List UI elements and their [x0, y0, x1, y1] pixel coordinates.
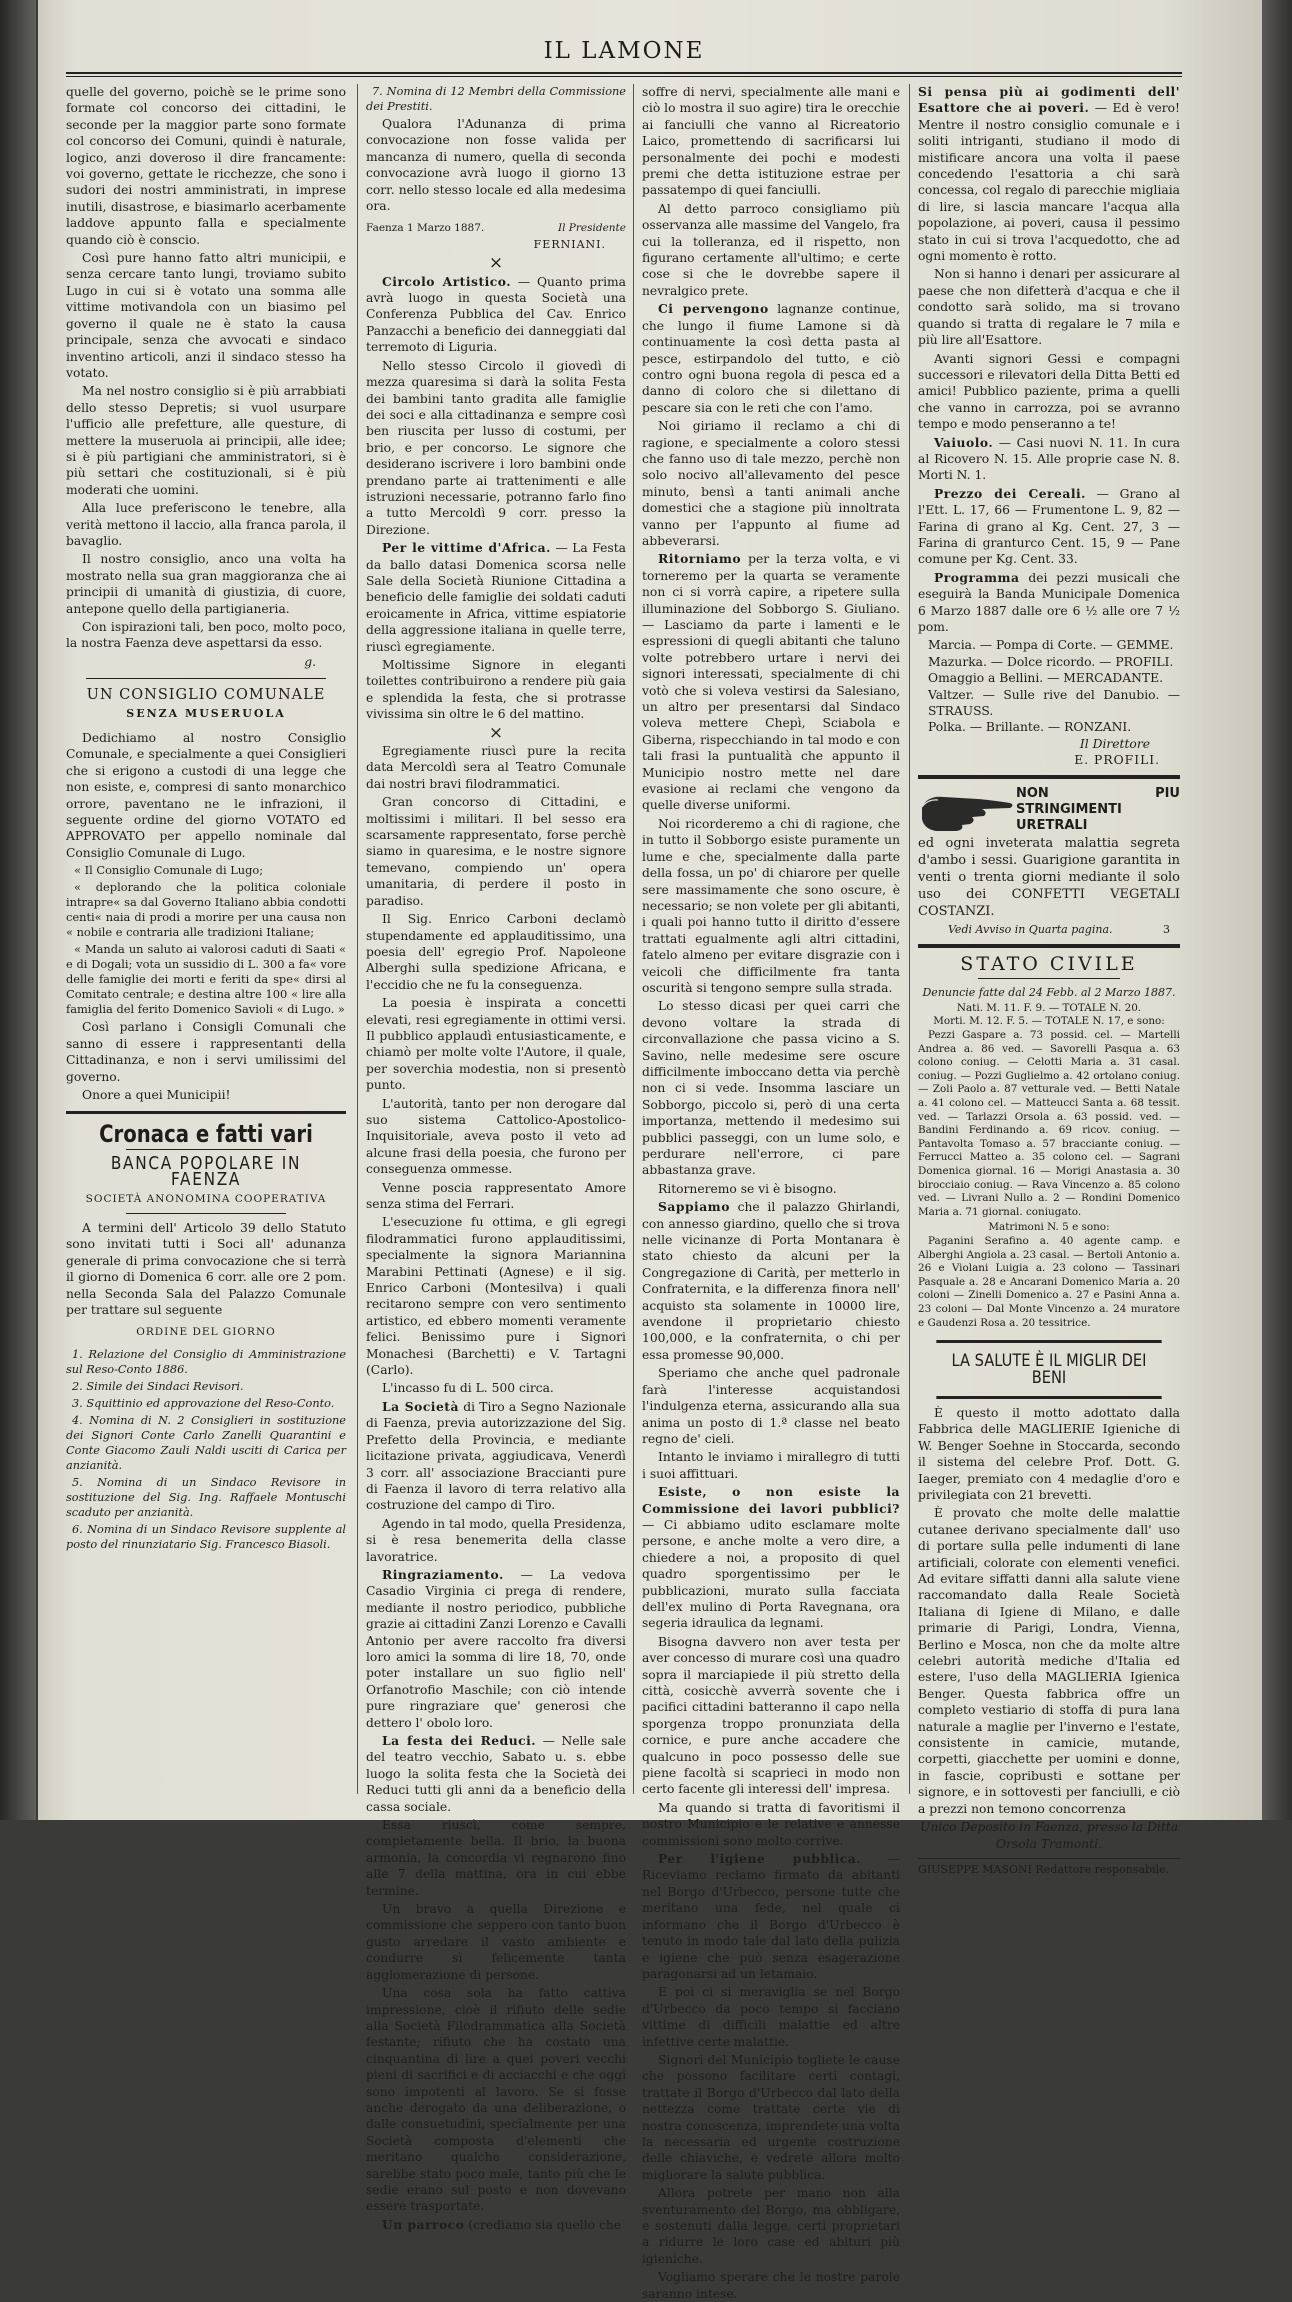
pointing-hand-icon: [918, 785, 1016, 835]
article-paragraph: L'esecuzione fu ottima, e gli egregi filodrammatici furono applauditissimi, specialmente la signora Mariannina Marabini Pettinati (Agnese) e il sig. Enrico Carboni (Montesilva) i quali recitarono sempre con vero sentimento artistico, ed ebbero momenti veramente felici. Benissimo pure i Signori Monachesi (Barchetti) e V. Tartagni (Carlo).: [366, 1215, 626, 1378]
item-heading: Circolo Artistico.: [382, 273, 512, 289]
ad-title: NON PIU STRINGIMENTI URETRALI: [1016, 785, 1180, 833]
notice-date: Faenza 1 Marzo 1887.: [366, 222, 485, 235]
agenda-item: 2. Simile dei Sindaci Revisori.: [72, 1379, 244, 1393]
article-paragraph: Egregiamente riuscì pure la recita data Mercoldì sera al Teatro Comunale dai nostri bravi filodrammatici.: [366, 744, 626, 791]
article-paragraph: Ma nel nostro consiglio si è più arrabbiati dello stesso Depretis; si vuol usurpare l'ufficio alle prefetture, alle questure, di mettere la museruola ai principii, alle idee; si è più partigiani che amministratori, si è più settari che costituzionali, si è più moderati che uomini.: [66, 384, 346, 497]
column-4: [918, 84, 1180, 1876]
agenda-item: 4. Nomina di N. 2 Consiglieri in sostituzione dei Signori Conte Carlo Zanelli Quarantini e Conte Giacomo Zauli Naldi usciti di Carica per anzianità.: [66, 1413, 346, 1472]
article-paragraph: L'incasso fu di L. 500 circa.: [382, 1381, 554, 1396]
article-paragraph: Avanti signori Gessi e compagni successori e rilevatori della Ditta Betti ed amici! Pubblico paziente, prima a quelli che vanno in carrozza, poi se avranno tempo e modo penseranno a te!: [918, 351, 1180, 432]
item-text: di Tiro a Segno Nazionale di Faenza, previa autorizzazione del Sig. Prefetto della Provincia, e mediante licitazione privata, aggiudicava, Venerdì 3 corr. all' associazione Braccianti pure di Faenza il lavoro di terra relativo alla costruzione del campo di Tiro.: [366, 1399, 626, 1513]
item-heading: La festa dei Reduci.: [382, 1733, 537, 1748]
article-paragraph: Alla luce preferiscono le tenebre, alla verità mettono il laccio, alla franca parola, il bavaglio.: [66, 501, 346, 548]
item-text: — La Festa da ballo datasi Domenica scorsa nelle Sale della Società Riunione Cittadina a beneficio delle famiglie dei soldati caduti eroicamente in Africa, vittime espiatorie della aggressione italiana in quelle terre, riuscì egregiamente.: [366, 541, 626, 654]
article-paragraph: Il Sig. Enrico Carboni declamò stupendamente ed applauditissimo, una poesia dell' egregio Prof. Napoleone Alberghi sulla spedizione Africana, e l'eccidio che ne fu la conseguenza.: [366, 912, 626, 992]
separator-mark: ×: [488, 253, 504, 274]
program-item: Polka. — Brillante. — RONZANI.: [928, 720, 1132, 735]
ad-footer: [918, 922, 1180, 938]
notice-subtitle: SOCIETÀ ANONOMINA COOPERATIVA: [85, 1192, 327, 1205]
director-name: E. PROFILI.: [1074, 753, 1160, 768]
article-paragraph: Il nostro consiglio, anco una volta ha mostrato nella sua gran maggioranza che ai principii di umanità di giustizia, di cuore, antepone quello della partigianeria.: [66, 552, 346, 616]
president-name: FERNIANI.: [533, 237, 606, 251]
article-paragraph: Venne poscia rappresentato Amore senza stima del Ferrari.: [366, 1180, 626, 1211]
deaths-header: Morti. M. 12. F. 5. — TOTALE N. 17, e sono:: [933, 1015, 1165, 1028]
item-text: che il palazzo Ghirlandi, con annesso giardino, quello che si trova nelle vicinanze di Porta Montanara è stato chiesto da alcuni per la Congregazione di Carità, per metterlo in Confraternita, e la differenza finora nell' acquisto sta solamente in 10000 lire, avendone il proprietario chiesto 100,000, e la confraternita, o chi per essa promesse 90,000.: [642, 1200, 900, 1362]
ad-body: ed ogni inveterata malattia segreta d'ambo i sessi. Guarigione garantita in venti o trenta giorni mediante il solo uso dei CONFETTI VEGETALI COSTANZI.: [918, 835, 1180, 919]
article-paragraph: Bisogna davvero non aver testa per aver concesso di murare così una quadro sopra il marciapiede il più stretto della città, cosicchè avverrà sovente che i pacifici cittadini batteranno il capo nella sporgenza troppo pronunziata della cornice, e pure anche accadere che qualcuno in poco possesso delle sue piene facoltà si scaprieci in modo non certo facente gli interessi dell' impresa.: [642, 1634, 900, 1797]
article-paragraph: La poesia è inspirata a concetti elevati, resi egregiamente in ottimi versi. Il pubblico applaudì entusiasticamente, e chiamò per molte volte l'Autore, il quale, per soverchia modestia, non si presentò punto.: [366, 996, 626, 1093]
quote-line: « Il Consiglio Comunale di Lugo;: [74, 863, 264, 878]
article-paragraph: Intanto le inviamo i mirallegro di tutti i suoi affittuari.: [642, 1450, 900, 1481]
item-text: dei pezzi musicali che eseguirà la Banda Municipale Domenica 6 Marzo 1887 dalle ore 6 ½ alle ore 7 ½ pom.: [918, 570, 1180, 634]
item-text: — Ed è vero! Mentre il nostro consiglio comunale e i soliti intriganti, studiano il modo di mistificare ancora una volta il paese concedendo l'esattoria a chi sarà concessa, col regalo di parecchie migliaia di lire, si lascia mancare l'acqua alla popolazione, ai poveri, causa il pessimo stato in cui si trova l'acquedotto, che ad ogni momento è rotto.: [918, 101, 1180, 264]
registry-dates: Denuncie fatte dal 24 Febb. al 2 Marzo 1887.: [922, 986, 1176, 1000]
births: Nati. M. 11. F. 9. — TOTALE N. 20.: [956, 1001, 1142, 1014]
item-text: — Grano al l'Ett. L. 17, 66 — Frumentone L. 9, 82 — Farina di grano al Kg. Cent. 27, 3 — Farina di granturco Cent. 15, 9 — Pane comune per Kg. Cent. 33.: [918, 486, 1180, 567]
president-title: Il Presidente: [557, 222, 626, 235]
program-item: Omaggio a Bellini. — MERCADANTE.: [928, 671, 1163, 686]
civil-registry: [918, 1002, 1180, 1330]
program-item: Marcia. — Pompa di Corte. — GEMME.: [928, 638, 1174, 653]
article-paragraph: Una cosa sola ha fatto cattiva impressione, cioè il rifiuto delle sedie alla Società Filodrammatica alla Società festante; rifiuto che ha costato una cinquantina di lire a quei poveri vecchi pieni di sacrifici e di acciacchi e che oggi sono impotenti al lavoro. Se si fosse anche derogato da una deliberazione, o dalle consuetudini, specialmente per una Società composta d'elementi che meritano qualche considerazione, sarebbe stato poco male, tanto più che le sedie erano sul posto e non dovevano essere trasportate.: [366, 1986, 626, 2214]
section-rule: [126, 1213, 286, 1214]
signature: g.: [304, 654, 316, 669]
article-paragraph: Signori del Municipio togliete le cause che possono facilitare certi contagi, trattate il Borgo d'Urbecco dal lato della nettezza come trattate certe vie di nostra conoscenza, imprendete una volta la necessaria ed urgente costruzione delle chiaviche, e vedrete allora molto migliorare la salute pubblica.: [642, 2052, 900, 2182]
item-heading: La Società: [382, 1398, 459, 1414]
item-heading: Ringraziamento.: [382, 1566, 504, 1582]
item-heading: Sappiamo: [658, 1199, 730, 1215]
item-text: — Riceviamo reclamo firmato da abitanti nel Borgo d'Urbecco, persone tutte che meritano una fede, nel quale ci informano che il Borgo d'Urbecco è tenuto in modo tale dal lato della pulizia e igiene che può senza esagerazione paragonarsi ad un letamaio.: [642, 1852, 900, 1981]
quoted-resolution: [66, 863, 346, 1017]
item-heading: Programma: [934, 569, 1020, 585]
item-text: per la terza volta, e vi torneremo per la quarta se veramente non ci si vorrà capire, a ripetere sulla illuminazione del Sobborgo S. Giuliano. — Lasciamo da parte i lamenti e le espressioni di quegli abitanti che taluno volte potrebbero urtare i nervi dei signori interessati, specialmente di chi votò che si voleva vestirsi da Salesiano, un altro per presentarsi dal Sindaco voleva mettere Chepì, Sciabola e Giberna, rispecchiando in tal modo e con tali frasi la puntualità che appunto il Municipio nostro mette nel dare evasione ai reclami che vengono da quelle diverse uniformi.: [642, 552, 900, 813]
ad-deposit: Unico Deposito in Faenza, presso la Ditta Orsola Tramonti.: [919, 1820, 1179, 1851]
article-paragraph: Così pure hanno fatto altri municipii, e senza cercare tanto lungi, troviamo subito Lugo in cui si è votato una somma alle vittime motivandola con un biasimo pel governo il quale ne è stato la causa principale, senza che avvocati e sindaco inventino articoli, anzi il sindaco stesso ha votato.: [66, 251, 346, 380]
item-heading: Vaiuolo.: [934, 434, 994, 450]
quote-line: « deplorando che la politica coloniale intrapre« sa dal Governo Italiano abbia condotti centi« naia di prodi a morire per una causa non « nobile e contraria alle tradizioni Italiane;: [66, 880, 346, 940]
column-divider: [633, 84, 634, 1794]
item-heading: Si pensa più ai godimenti dell' Esattore che ai poveri.: [918, 84, 1180, 116]
item-text: — La vedova Casadio Virginia ci prega di rendere, mediante il nostro periodico, pubbliche grazie ai cittadini Zanzi Lorenzo e Cavalli Antonio per avere raccolto fra diversi loro amici la somma di lire 18, 70, onde poter installare un suo figlio nell' Orfanotrofio Maschile; con ciò intende pure ringraziare que' generosi che dettero l' obolo loro.: [366, 1567, 627, 1730]
agenda-item: 1. Relazione del Consiglio di Amministrazione sul Reso-Conto 1886.: [66, 1347, 346, 1376]
page-content: [66, 38, 1182, 2301]
item-heading: Per l'igiene pubblica.: [658, 1851, 862, 1867]
article-paragraph: quelle del governo, poichè se le prime sono formate col concorso dei cittadini, le seconde per la maggior parte sono formate col concorso dei Comuni, quindi è naturale, logico, anzi doveroso il dire francamente: voi governo, gettate le ricchezze, che sono i sudori dei nostri amministrati, in imprese inutili, disastrose, e biasimarlo acerbamente laddove appunto falla e specialmente quando ciò è conscio.: [66, 85, 346, 247]
item-heading: Ritorniamo: [658, 551, 742, 567]
notice-title: BANCA POPOLARE IN FAENZA: [110, 1152, 302, 1191]
item-text: — Ci abbiamo udito esclamare molte persone, e anche molte a vero dire, a chiedere a noi, a proposito di quel quadro sporgentissimo per le pubblicazioni, murato sulla facciata dell'ex mulino di Porta Ravegnana, ora segeria idraulica da legnami.: [642, 1517, 900, 1631]
section-title: Cronaca e fatti vari: [99, 1120, 313, 1149]
article-paragraph: Lo stesso dicasi per quei carri che devono voltare la strada di circonvallazione che passa vicino a S. Savino, nelle medesime sere oscure difficilmente imboccano detta via perchè non ci si vede. Insomma lasciare un Sobborgo, piccolo si, però di una certa importanza, mettendo il medesimo sui pubblici passeggi, con un lume solo, e perdurare nell'errore, ci pare abbastanza grave.: [642, 999, 900, 1178]
item-text: — Nelle sale del teatro vecchio, Sabato u. s. ebbe luogo la solita festa che la Società dei Reduci tutti gli anni da a beneficio della cassa sociale.: [366, 1734, 626, 1814]
ad-number: 3: [1163, 922, 1170, 936]
separator-mark: ×: [488, 722, 504, 743]
ad-reference: Vedi Avviso in Quarta pagina.: [948, 922, 1113, 936]
column-divider: [357, 84, 358, 1794]
article-paragraph: Agendo in tal modo, quella Presidenza, si è resa benemerita della classe lavoratrice.: [366, 1516, 626, 1564]
marriages-header: Matrimoni N. 5 e sono:: [988, 1221, 1110, 1234]
section-rule: [86, 678, 326, 679]
section-rule: [918, 944, 1180, 948]
scanner-right-edge: [1262, 0, 1292, 1820]
article-paragraph: Al detto parroco consigliamo più osservanza alle massime del Vangelo, fra cui la tolleranza, ed il rispetto, non figurano certamente all'ultimo; e certe cose si che le dovrebbe sapere il nevralgico prete.: [642, 201, 900, 298]
article-paragraph: Così parlano i Consigli Comunali che sanno di essere i rappresentanti della Cittadinanza, e non i servi umilissimi del governo.: [66, 1020, 346, 1084]
ad-paragraph: È provato che molte delle malattie cutanee derivano specialmente dall' uso di portare sulla pelle indumenti di lane artificiali, colorate con elementi venefici. Ad evitare siffatti danni alla salute viene raccomandato dalla Reale Società Italiana di Igiene di Milano, e dalle primarie di Parigi, Londra, Vienna, Berlino e Mosca, non che da molte altre celebri autorità mediche d'Italia ed estere, l'uso della MAGLIERIA Igienica Benger. Questa fabbrica offre un completo vestiario di stoffa di pura lana naturale a maglie per l'inverno e l'estate, consistente in camicie, mutande, corpetti, giacchette per uomini e donne, in fascie, copribusti e sottane per signore, e in sottovesti per fanciulli, e ciò a prezzi non temono concorrenza: [918, 1506, 1180, 1816]
agenda-item: 5. Nomina di un Sindaco Revisore in sostituzione del Sig. Ing. Raffaele Montuschi scaduto per anzianità.: [66, 1475, 346, 1519]
article-paragraph: Onore a quei Municipii!: [82, 1087, 231, 1102]
article-paragraph: Vogliamo sperare che le nostre parole saranno intese.: [642, 2270, 900, 2301]
program-item: Valtzer. — Sulle rive del Danubio. — STRAUSS.: [928, 687, 1180, 719]
marriages-list: Paganini Serafino a. 40 agente camp. e Alberghi Angiola a. 23 casal. — Bertoli Antonio a. 26 e Violani Luigia a. 23 colono — Tassinari Pasquale a. 28 e Ancarani Domenico Maria a. 20 coloni — Zinelli Domenico a. 27 e Pasini Anna a. 23 coloni — Dal Monte Vincenzo a. 24 muratore e Gaudenzi Rosa a. 20 tessitrice.: [918, 1234, 1180, 1329]
item-text: — Quanto prima avrà luogo in questa Società una Conferenza Pubblica del Cav. Enrico Panzacchi a beneficio dei danneggiati dal terremoto di Liguria.: [366, 274, 626, 355]
item-heading: Esiste, o non esiste la Commissione dei lavori pubblici?: [642, 1484, 900, 1516]
agenda-item: 6. Nomina di un Sindaco Revisore supplente al posto del rinunziatario Sig. Francesco Biasoli.: [66, 1522, 346, 1551]
item-text: — Casi nuovi N. 11. In cura al Ricovero N. 15. Alle proprie case N. 8. Morti N. 1.: [918, 435, 1180, 483]
agenda-title: ORDINE DEL GIORNO: [136, 1326, 276, 1339]
article-paragraph: E poi ci si meraviglia se nel Borgo d'Urbecco da poco tempo si facciano vittime di difficili malattie ed altre infettive certe malattie.: [642, 1985, 900, 2049]
agenda-item: 3. Squittinio ed approvazione del Reso-Conto.: [72, 1396, 335, 1410]
article-paragraph: A termini dell' Articolo 39 dello Statuto sono invitati tutti i Soci all' adunanza generale di prima convocazione che si terrà il giorno di Domenica 6 corr. alle ore 2 pom. nella Seconda Sala del Palazzo Comunale per trattare sul seguente: [66, 1220, 346, 1317]
ad-headline: LA SALUTE È IL MIGLIR DEI BENI: [936, 1340, 1161, 1399]
section-rule: [978, 978, 1120, 979]
ad-header: [918, 785, 1180, 835]
article-subheading: SENZA MUSERUOLA: [126, 706, 286, 720]
masthead: IL LAMONE: [543, 38, 705, 64]
article-paragraph: Noi giriamo il reclamo a chi di ragione, e specialmente a coloro stessi che fanno uso di tale mezzo, perchè non solo nocivo all'allevamento del pesce minuto, bensì a tanti animali anche domestici che a stagione più innoltrata vanno per l'appunto al fiume ad abbeverarsi.: [642, 419, 900, 548]
masthead-rule: [66, 72, 1182, 77]
article-paragraph: Noi ricorderemo a chi di ragione, che in tutto il Sobborgo esiste puramente un lume e che, specialmente dalla parte della fossa, un po' di chiarore per quelle sere massimamente che sono oscure, è necessario; se non volete per gli abitanti, i quali poi hanno tutto il diritto d'essere trattati egualmente agli altri cittadini, fatelo almeno per evitare disgrazie con i veicoli che difficilmente fra tanta oscurità si tengono sempre sulla strada.: [642, 816, 900, 995]
article-paragraph: Allora potrete per mano non alla sventuramento del Borgo, ma obbligare, e sostenuti dalla legge, certi proprietari a ridurre le loro case ed abituri più igieniche.: [642, 2186, 900, 2266]
article-paragraph: Moltissime Signore in eleganti toilettes contribuirono a rendere più gaia e splendida la festa, che si protrasse vivissima sin oltre le 6 del mattino.: [366, 658, 626, 722]
item-heading: Un parroco: [382, 2216, 465, 2232]
director-title: Il Direttore: [1079, 736, 1150, 751]
column-2: [366, 84, 627, 2232]
article-heading: UN CONSIGLIO COMUNALE: [86, 687, 326, 704]
deaths-list: Pezzi Gaspare a. 73 possid. cel. — Martelli Andrea a. 86 ved. — Savorelli Pasqua a. 63 colono coniug. — Celotti Maria a. 31 casal. coniug. — Pozzi Guglielmo a. 42 ortolano coniug. — Zoli Paolo a. 87 vetturale ved. — Betti Natale a. 41 colono cel. — Matteucci Santa a. 68 tessit. ved. — Tarlazzi Orsola a. 63 possid. ved. — Bandini Ferdinando a. 69 ricov. coniug. — Pantavolta Tomaso a. 57 bracciante coniug. — Ferrucci Matteo a. 35 colono cel. — Sagrani Domenica giornal. 16 — Morigi Anastasia a. 30 birocciaio coniug. — Rava Vincenzo a. 85 colono ved. — Livrani Nullo a. 2 — Rondini Domenico Maria a. 71 giornal. coniugato.: [918, 1029, 1180, 1218]
music-program: [918, 637, 1180, 735]
article-paragraph: L'autorità, tanto per non derogare dal suo sistema Cattolico-Apostolico-Inquisitoriale, aveva posto il veto ad alcune frasi della poesia, che furono per conseguenza ommesse.: [366, 1096, 626, 1177]
agenda-item: 7. Nomina di 12 Membri della Commissione dei Prestiti.: [366, 85, 626, 113]
article-paragraph: Essa riuscì, come sempre, completamente bella. Il brio, la buona armonia, la concordia vi regnarono fino alle 7 della mattina, ora in cui ebbe termine.: [366, 1818, 626, 1898]
section-rule: [918, 775, 1180, 779]
column-1: [66, 84, 346, 1789]
article-paragraph: Ma quando si tratta di favoritismi il nostro Municipio e le relative e annesse commissioni sono molto corrive.: [642, 1800, 900, 1848]
item-heading: Ci pervengono: [658, 301, 769, 317]
article-paragraph: Ritorneremo se vi è bisogno.: [658, 1181, 837, 1196]
article-paragraph: Speriamo che anche quel padronale farà l'interesse acquistandosi l'indulgenza eterna, assicurando alla sua anima un posto di 1.ª classe nel beato regno de' cieli.: [642, 1366, 900, 1446]
notice-footer: [366, 220, 626, 236]
item-text: lagnanze continue, che lungo il fiume Lamone si dà continuamente la così detta pasta al pesce, estirpandolo del tutto, e ciò contro ogni buona regola di pesca ed a danno di coloro che si dilettano di pescare sia con le reti che con l'amo.: [642, 302, 900, 415]
column-divider: [909, 84, 910, 1794]
scanner-left-edge: [0, 0, 36, 1820]
article-paragraph: Nello stesso Circolo il giovedì di mezza quaresima si darà la solita Festa dei bambini tanto gradita alle famiglie dei soci e alla cittadinanza e sempre così ben riuscita per lusso di costumi, per brio, e per concorso. Le signore che desiderano iscrivere i loro bambini onde prendano parte ai trattenimenti e alle istruzioni necessarie, potranno farlo fino a tutto Mercoldì 9 corr. presso la Direzione.: [366, 358, 626, 537]
article-paragraph: Qualora l'Adunanza di prima convocazione non fosse valida per mancanza di numero, quella di seconda convocazione avrà luogo il giorno 13 corr. nello stesso locale ed alla medesima ora.: [366, 117, 626, 214]
item-heading: Prezzo dei Cereali.: [934, 485, 1086, 501]
program-item: Mazurka. — Dolce ricordo. — PROFILI.: [928, 654, 1174, 669]
advertisement-uretrali: [918, 785, 1180, 938]
section-rule: [66, 1111, 346, 1114]
section-title: STATO CIVILE: [960, 953, 1138, 976]
ad-paragraph: È questo il motto adottato dalla Fabbrica delle MAGLIERIE Igieniche di W. Benger Soehne in Stoccarda, secondo il sistema del celebre Prof. Dott. G. Iaeger, premiato con 4 medaglie d'oro e privilegiata con 21 brevetti.: [918, 1405, 1180, 1502]
column-3: [642, 84, 900, 2301]
section-rule: [126, 1149, 286, 1150]
article-paragraph: soffre di nervi, specialmente alle mani e ciò lo mostra il suo agire) tira le orecchie ai fanciulli che vanno al Ricreatorio Laico, promettendo di sacrificarsi lui personalmente dei pochi e modesti premi che detta istituzione estrae per passatempo di quei fanciulli.: [642, 85, 900, 198]
article-paragraph: Con ispirazioni tali, ben poco, molto poco, la nostra Faenza deve aspettarsi da esso.: [66, 620, 346, 651]
article-paragraph: Gran concorso di Cittadini, e moltissimi i militari. Il bel sesso era scarsamente rappresentato, forse perchè siamo in quaresima, e le nostre signore temevano, compiendo un' opera umanitaria, di perdere il posto in paradiso.: [366, 795, 626, 908]
editor-line: GIUSEPPE MASONI Redattore responsabile.: [918, 1858, 1180, 1878]
item-text: (crediamo sia quello che: [468, 2217, 622, 2232]
article-paragraph: Un bravo a quella Direzione e commissione che seppero con tanto buon gusto arredare il vasto ambiente e condurre sì felicemente tanta agglomerazione di persone.: [366, 1902, 626, 1982]
quote-line: « Manda un saluto ai valorosi caduti di Saati « e di Dogali; vota un sussidio di L. 300 a fa« vore delle famiglie dei morti e feriti da spe« dirsi al Comitato centrale; e destina altre 100 « lire alla famiglia del ferito Domenico Savioli « di Lugo. »: [66, 942, 346, 1017]
item-heading: Per le vittime d'Africa.: [382, 540, 551, 556]
article-paragraph: Dedichiamo al nostro Consiglio Comunale, e specialmente a quei Consiglieri che si erigono a custodi di una legge che non esiste, e, compresi di santo monarchico orrore, paventano ne le infrazioni, il seguente ordine del giorno VOTATO ed APPROVATO per appello nominale dal Consiglio Comunale di Lugo.: [66, 731, 346, 860]
agenda-list: [66, 1347, 346, 1552]
agenda-continued: [366, 84, 626, 114]
article-paragraph: Non si hanno i denari per assicurare al paese che non difetterà d'acqua e che il condotto sarà solido, ma si trovano quando si tratta di regalare le 7 mila e più lire all'Esattore.: [918, 267, 1180, 348]
